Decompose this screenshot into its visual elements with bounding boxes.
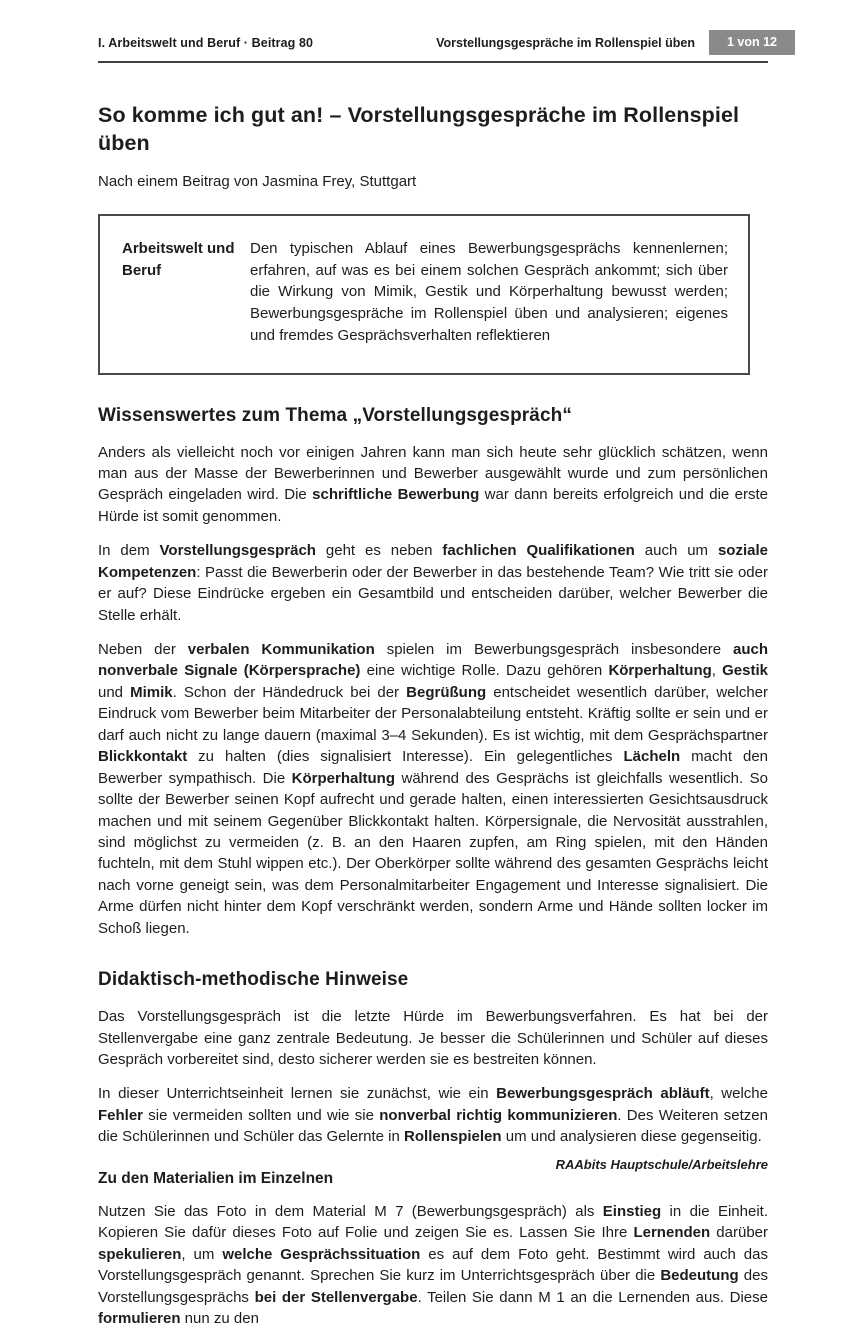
header-topic-label: Vorstellungsgespräche im Rollenspiel üben (436, 35, 695, 50)
page-title: So komme ich gut an! – Vorstellungsgespräche im Rollenspiel üben (98, 103, 740, 156)
info-box-text: Den typischen Ablauf eines Bewerbungsgesprächs kennenlernen; erfahren, auf was es bei einem solchen Gespräch ankommt; sich über die Wirkung von Mimik, Gestik und Körperhaltung bewusst werden; Bewerbungsgespräche im Rollenspiel üben und analysieren; eigenes und fremdes Gesprächsverhalten reflektieren (250, 239, 728, 344)
paragraph: Anders als vielleicht noch vor einigen Jahren kann man sich heute sehr glücklich schätzen, wenn man aus der Masse der Bewerberinnen und Bewerber ausgewählt wurde und zum persönlichen Gespräch eingeladen wird. Die schriftliche Bewerbung war dann bereits erfolgreich und die erste Hürde ist somit genommen. (98, 443, 768, 525)
footer-imprint: RAAbits Hauptschule/Arbeitslehre (555, 1157, 768, 1172)
paragraph: In dem Vorstellungsgespräch geht es neben fachlichen Qualifikationen auch um soziale Kompetenzen: Passt die Bewerberin oder der Bewerber in das bestehende Team? Wie tritt sie oder er auf? Diese Eindrücke ergeben ein Gesamtbild und entscheiden darüber, welcher Bewerber die Stelle erhält. (98, 542, 768, 624)
paragraph: In dieser Unterrichtseinheit lernen sie zunächst, wie ein Bewerbungsgespräch abläuft, welche Fehler sie vermeiden sollten und wie sie nonverbal richtig kommunizieren. Des Weiteren setzen die Schülerinnen und Schüler das Gelernte in Rollenspielen um und analysieren diese gegenseitig. (98, 1085, 768, 1146)
header-chapter-label: I. Arbeitswelt und Beruf · Beitrag 80 (98, 35, 314, 50)
section-heading-didaktisch: Didaktisch-methodische Hinweise (98, 969, 409, 991)
paragraph: Neben der verbalen Kommunikation spielen im Bewerbungsgespräch insbesondere auch nonverbale Signale (Körpersprache) eine wichtige Rolle. Dazu gehören Körperhaltung, Gestik und Mimik. Schon der Händedruck bei der Begrüßung entscheidet wesentlich darüber, welcher Eindruck vom Bewerber beim Mitarbeiter der Personalabteilung entsteht. Kräftig sollte er sein und er darf auch nicht zu lange dauern (maximal 3–4 Sekunden). Es ist wichtig, mit dem Gesprächspartner Blickkontakt zu halten (dies signalisiert Interesse). Ein gelegentliches Lächeln macht den Bewerber sympathisch. Die Körperhaltung während des Gesprächs ist gleichfalls wesentlich. So sollte der Bewerber seinen Kopf aufrecht und gerade halten, einen interessierten Gesichtsausdruck machen und mit seinem Gegenüber Blickkontakt halten. Körpersignale, die Nervosität ausstrahlen, sind möglichst zu vermeiden (z. B. an den Haaren zupfen, am Ring spielen, mit den Händen fuchteln, mit dem Stuhl wippen etc.). Der Oberkörper sollte während des gesamten Gesprächs leicht nach vorne geneigt sein, was dem Personalmitarbeiter Engagement und Interesse signalisiert. Die Arme dürfen nicht hinter dem Kopf verschränkt werden, sondern Arme und Hände sollten locker im Schoß liegen. (98, 641, 769, 937)
sub-heading-materialien: Zu den Materialien im Einzelnen (98, 1169, 334, 1187)
paragraph: Nutzen Sie das Foto in dem Material M 7 (Bewerbungsgespräch) als Einstieg in die Einheit. Kopieren Sie dafür dieses Foto auf Folie und zeigen Sie es. Lassen Sie Ihre Lernenden darüber spekulieren, um welche Gesprächssituation es auf dem Foto geht. Bestimmt wird auch das Vorstellungsgespräch genannt. Sprechen Sie kurz im Unterrichtsgespräch über die Bedeutung des Vorstellungsgesprächs bei der Stellenvergabe. Teilen Sie dann M 1 an die Lernenden aus. Diese formulieren nun zu den (98, 1202, 769, 1327)
byline: Nach einem Beitrag von Jasmina Frey, Stuttgart (98, 172, 417, 190)
page-header (98, 0, 777, 63)
info-box-label: Arbeitswelt und Beruf (122, 239, 235, 279)
paragraph: Das Vorstellungsgespräch ist die letzte Hürde im Bewerbungsverfahren. Es hat bei der Stellenvergabe eine ganz zentrale Bedeutung. Je besser die Schülerinnen und Schüler auf dieses Gespräch vorbereitet sind, desto sicherer werden sie es bestreiten können. (98, 1008, 768, 1068)
info-box (98, 214, 750, 375)
page-number-badge: 1 von 12 (709, 30, 795, 55)
section-heading-wissenswertes: Wissenswertes zum Thema „Vorstellungsgespräch“ (98, 404, 572, 426)
